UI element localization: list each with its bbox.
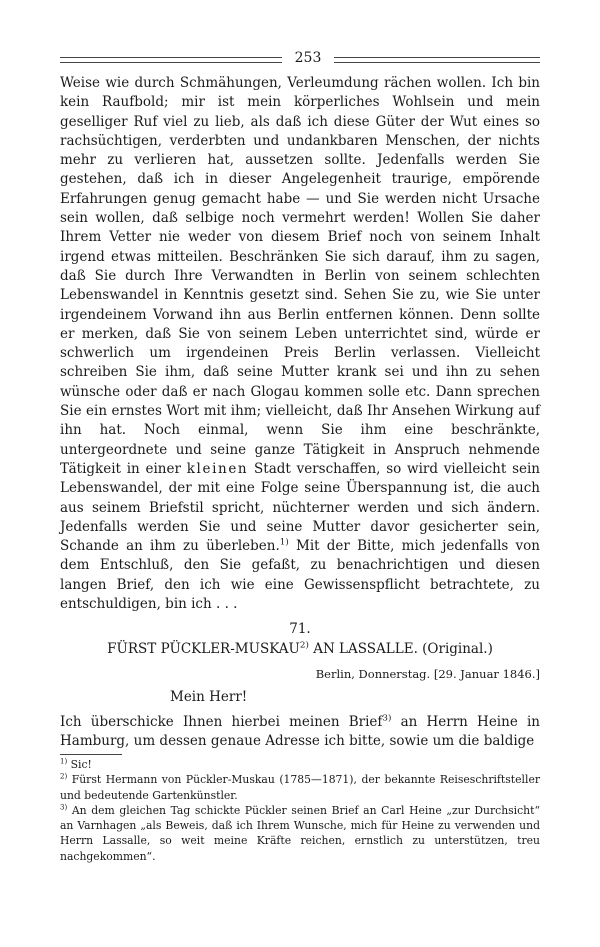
footnote-mark: 3) — [60, 802, 68, 812]
paragraph-text-end: Mit der Bitte, mich jedenfalls von dem Entschluß, den Sie gefaßt, zu benachrichtigen und diesen langen Brief, den ich wie eine Gewissenspflicht betrachtete, zu entschuldigen, bin ich . . . — [60, 538, 540, 613]
footnote-2 — [60, 772, 540, 803]
letter-text: Ich überschicke Ihnen hierbei meinen Brief — [60, 714, 383, 730]
footnote-ref-2: 2) — [299, 640, 309, 651]
footnote-rule — [60, 754, 122, 755]
paragraph-text: Weise wie durch Schmähungen, Verleumdung rächen wollen. Ich bin kein Raufbold; mir ist mein körperliches Wohlsein und mein geselliger Ruf viel zu lieb, als daß ich diese Güter der Wut eines so rachsüchtigen, verderbten und undankbaren Menschen, der nichts mehr zu verlieren hat, aussetzen sollte. Jedenfalls werden Sie gestehen, daß ich in dieser Angelegenheit traurige, empörende Erfahrungen genug gemacht habe — und Sie werden nicht Ursache sein wollen, daß selbige noch vermehrt werden! Wollen Sie daher Ihrem Vetter nie weder von diesem Brief noch von seinem Inhalt irgend etwas mitteilen. Beschränken Sie sich darauf, ihm zu sagen, daß Sie durch Ihre Verwandten in Berlin von seinem schlechten Lebenswandel in Kenntnis gesetzt sind. Sehen Sie zu, wie Sie unter irgendeinem Vorwand ihn aus Berlin entfernen können. Denn sollte er merken, daß Sie von seinem Leben unterrichtet sind, würde er schwerlich um irgendeinen Preis Berlin verlassen. Vielleicht schreiben Sie ihm, daß seine Mutter krank sei und ihn zu sehen wünsche oder daß er nach Glogau kommen solle etc. Dann sprechen Sie ein ernstes Wort mit ihm; vielleicht, daß Ihr Ansehen Wirkung auf ihn hat. Noch einmal, wenn Sie ihm eine beschränkte, untergeordnete und seine ganze Tätigkeit in Anspruch nehmende Tätigkeit in einer — [60, 75, 540, 477]
dateline: Berlin, Donnerstag. [29. Januar 1846.] — [315, 667, 540, 681]
salutation: Mein Herr! — [170, 689, 248, 705]
paragraph-text-cont: Stadt verschaffen, so wird vielleicht sein Lebenswandel, der mit eine Folge seine Überspannung ist, die auch aus seinem Briefstil spricht, nüchterner werden und sich ändern. Jedenfalls werden Sie und seine Mutter davor gesicherter sein, Schande an ihm zu überleben. — [60, 460, 540, 555]
footnote-ref-3: 3) — [382, 713, 392, 724]
footnote-mark: 2) — [60, 771, 68, 781]
spaced-emphasis: kleinen — [186, 460, 249, 477]
letter-heading — [60, 639, 540, 659]
heading-sender: FÜRST PÜCKLER-MUSKAU — [107, 641, 300, 657]
footnote-1 — [60, 757, 540, 772]
footnotes — [60, 757, 540, 864]
footnote-mark: 1) — [60, 756, 68, 766]
header-rule-right — [334, 57, 540, 63]
page-header — [60, 47, 540, 69]
letter-text-cont: an Herrn Heine in Hamburg, um dessen genaue Adresse ich bitte, sowie um die baldige — [60, 714, 540, 750]
footnote-text: An dem gleichen Tag schickte Pückler seinen Brief an Carl Heine „zur Durchsicht“ an Varnhagen „als Beweis, daß ich Ihrem Wunsche, mich für Heine zu verwenden und Herrn Lassalle, so weit meine Kräfte reichen, ernstlich zu unterstützen, treu nachgekommen“. — [60, 803, 540, 863]
letter-71-paragraph — [60, 713, 540, 752]
letter-70-closing-paragraph — [60, 74, 540, 614]
heading-note: (Original.) — [422, 641, 493, 657]
letter-number: 71. — [289, 621, 311, 637]
header-rule-left — [60, 57, 282, 63]
page-number: 253 — [294, 50, 322, 66]
footnote-text: Fürst Hermann von Pückler-Muskau (1785—1871), der bekannte Reiseschriftsteller und bedeutende Gartenkünstler. — [60, 773, 540, 802]
footnote-ref-1: 1) — [279, 537, 289, 548]
footnote-3 — [60, 803, 540, 864]
footnote-text: Sic! — [70, 758, 92, 771]
heading-recipient: AN LASSALLE. — [313, 641, 418, 657]
